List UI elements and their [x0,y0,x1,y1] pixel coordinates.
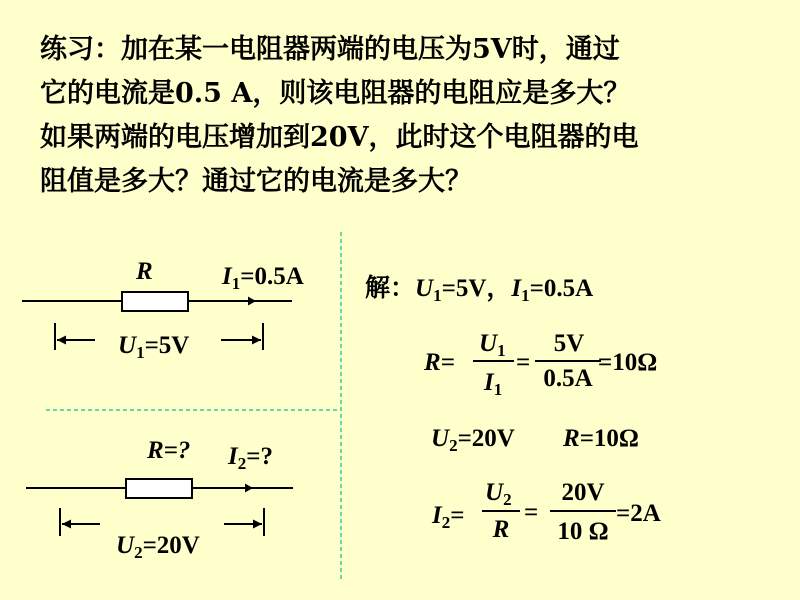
current-value: =? [246,443,273,470]
given-u-symbol: U [415,275,434,302]
i2-frac1-numerator [485,479,512,509]
r2-value: =10Ω [579,425,639,452]
i2-result: =2A [616,500,661,527]
resistor-label: R=? [147,437,191,464]
voltage-subscript: 2 [134,543,143,562]
u2-r-line [431,425,515,455]
given-u-sub: 1 [433,286,442,305]
given-i-sub: 1 [521,286,530,305]
voltage-symbol: U [118,332,137,359]
r-frac1-num-symbol: U [479,330,498,357]
voltage-symbol: U [116,532,135,559]
r2-line [562,425,639,452]
current-label [221,263,304,293]
i2-frac2-numerator: 20V [561,479,605,506]
voltage-value: =5V [144,332,190,359]
problem-line-3: 如果两端的电压增加到20V，此时这个电阻器的电 [40,122,639,153]
r-lhs: R= [424,349,455,376]
r-frac2-denominator: 0.5A [543,365,593,392]
given-line [365,273,593,305]
current-symbol: I [228,443,238,470]
u2-value: =20V [457,425,515,452]
problem-line-2: 它的电流是0.5 A，则该电阻器的电阻应是多大？ [40,78,631,109]
given-i-symbol: I [511,275,522,302]
r-result: =10Ω [598,349,658,376]
solution [365,273,661,545]
solution-intro: 解： [365,273,416,302]
r2-symbol: R [563,425,580,452]
resistor [122,292,188,311]
problem-line-4: 阻值是多大？通过它的电流是多大？ [40,166,472,197]
i2-frac1-num-symbol: U [485,479,504,506]
r-frac2-numerator: 5V [553,330,585,357]
resistor-label: R [136,258,153,285]
current-symbol: I [222,263,232,290]
r-frac1-num-sub: 1 [497,341,506,360]
current-value: =0.5A [240,263,304,290]
voltage-label [118,332,189,362]
arrow-right-icon [252,336,261,345]
given-separator: ， [486,273,512,302]
circuit-1 [22,258,304,362]
current-arrow-icon [248,297,256,306]
i2-frac1-num-sub: 2 [503,490,512,509]
i2-equals: = [450,502,465,529]
i2-frac2-denominator: 10 Ω [557,518,609,545]
r-frac1-den-symbol: I [484,369,494,396]
arrow-right-icon [253,520,262,529]
current-label [227,443,273,473]
current-subscript: 2 [237,454,247,473]
resistor [126,479,192,498]
i2-sub: 2 [441,513,451,532]
i2-frac1-denominator: R [492,516,510,543]
voltage-value: =20V [142,532,200,559]
r-frac1-den-sub: 1 [493,380,503,399]
i2-symbol: I [432,502,442,529]
circuit-2 [26,437,293,562]
u2-sub: 2 [449,436,458,455]
voltage-label [116,532,200,562]
given-u-value: =5V [441,275,487,302]
voltage-subscript: 1 [136,343,145,362]
arrow-left-icon [62,520,71,529]
given-i-value: =0.5A [529,275,594,302]
r-frac1-denominator [483,369,502,399]
arrow-left-icon [57,336,66,345]
u2-symbol: U [431,425,450,452]
r-frac1-numerator [479,330,506,360]
r-equals: = [516,349,531,376]
i2-equals-2: = [524,499,539,526]
problem-line-1: 练习：加在某一电阻器两端的电压为5V时，通过 [40,34,620,65]
current-arrow-icon [245,484,253,493]
current-subscript: 1 [231,274,241,293]
i2-lhs [431,502,464,532]
